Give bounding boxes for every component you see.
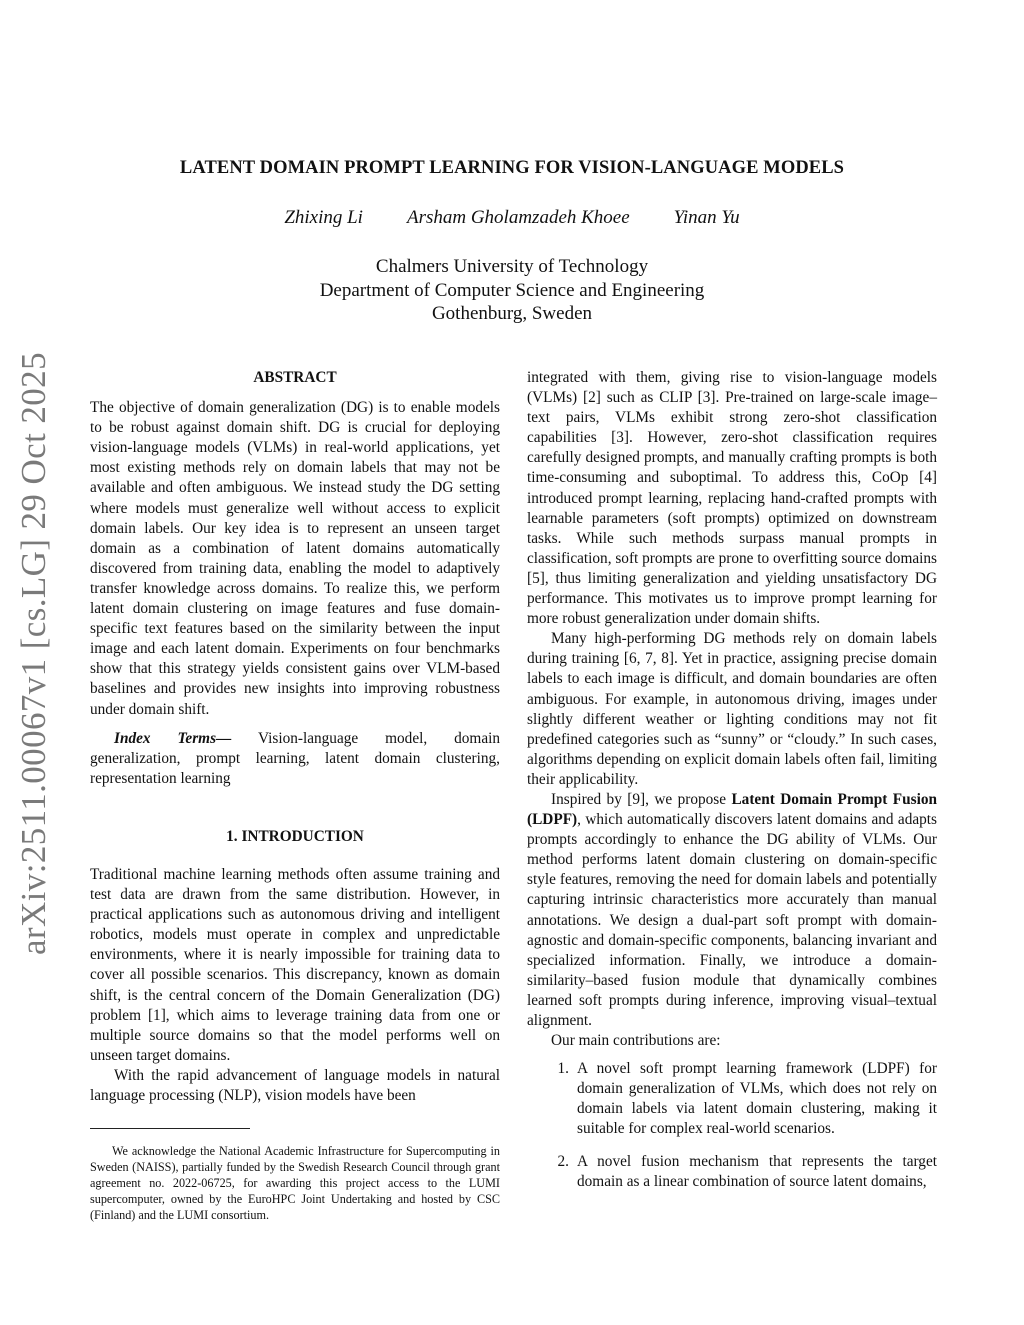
intro-paragraph-ldpf <box>527 790 937 1031</box>
intro-paragraph-1: Traditional machine learning methods often assume training and test data are drawn from the same distribution. However, in practical applications such as autonomous driving and intelligent robotics, models must operate in complex and unpredictable environments, where it is nearly impossible for training data to cover all possible scenarios. This discrepancy, known as domain shift, is the central concern of the Domain Generalization (DG) problem [1], which aims to leverage training data from one or multiple source domains so that the model performs well on unseen target domains. <box>90 865 500 1064</box>
intro-paragraph-continued: integrated with them, giving rise to vision-language models (VLMs) [2] such as CLIP [3]. Pre-trained on large-scale image–text pairs, VLMs exhibit strong zero-shot classification capabilities [3]. However, zero-shot classification requires carefully designed prompts, and manually crafting prompts is both time-consuming and suboptimal. To address this, CoOp [4] introduced prompt learning, replacing hand-crafted prompts with learnable parameters (soft prompts) optimized on downstream tasks. While such methods surpass manual prompts in classification, soft prompts are prone to overfitting source domains [5], thus limiting generalization and yielding unsatisfactory DG performance. This motivates us to improve prompt learning for more robust generalization under domain shifts. <box>527 369 937 628</box>
author-name: Zhixing Li <box>284 207 363 228</box>
author-name: Arsham Gholamzadeh Khoee <box>406 207 630 228</box>
ldpf-text-end: , which automatically discovers latent domains and adapts prompts accordingly to enhance the DG ability of VLMs. Our method performs latent domain clustering on domain-specific style features, removing the need for domain labels and potentially capturing intrinsic characteristics more accurately than manual annotations. We design a dual-part soft prompt with domain-agnostic and domain-specific components, balancing invariant and specialized information. Finally, we introduce a domain-similarity–based fusion module that dynamically combines learned soft prompts during inference, improving visual–textual alignment. <box>527 811 937 1029</box>
intro-paragraph-2: With the rapid advancement of language models in natural language processing (NLP), vision models have been <box>90 1066 500 1104</box>
intro-paragraph-domain-labels: Many high-performing DG methods rely on domain labels during training [6, 7, 8]. Yet in practice, assigning precise domain labels to each image is difficult, and domain boundaries are often ambiguous. For example, in autonomous driving, images under slightly different weather or lighting conditions may not fit predefined categories such as “sunny” or “cloudy.” In such cases, algorithms depending on explicit domain labels often fail, limiting their applicability. <box>527 630 937 788</box>
index-terms-label: Index Terms— <box>114 729 232 747</box>
author-name: Yinan Yu <box>673 207 740 228</box>
right-column <box>527 368 937 1204</box>
list-item <box>527 1152 937 1192</box>
affiliation-line: Chalmers University of Technology <box>375 256 649 277</box>
contributions-intro: Our main contributions are: <box>551 1032 721 1050</box>
ldpf-method-name: Latent Domain Prompt Fusion (LDPF) <box>527 790 937 829</box>
affiliation-line: Department of Computer Science and Engineering <box>319 279 705 301</box>
list-item-number: 2. <box>557 1152 569 1170</box>
footnote-divider <box>90 1128 250 1129</box>
footnote-acknowledgement: We acknowledge the National Academic Infrastructure for Supercomputing in Sweden (NAISS), partially funded by the Swedish Research Council through grant agreement no. 2022-06725, for awarding this project access to the LUMI supercomputer, owned by the EuroHPC Joint Undertaking and hosted by CSC (Finland) and the LUMI consortium. <box>90 1144 500 1223</box>
left-column <box>90 368 500 1106</box>
index-terms-text: Vision-language model, domain generalization, prompt learning, latent domain clustering, representation learning <box>90 729 501 787</box>
arxiv-identifier: arXiv:2511.00067v1 [cs.LG] 29 Oct 2025 <box>14 352 53 955</box>
ldpf-text-start: Inspired by [9], we propose <box>551 790 732 808</box>
introduction-heading: 1. INTRODUCTION <box>226 827 364 845</box>
index-terms <box>90 729 500 789</box>
author-list <box>80 207 944 229</box>
contributions-list <box>527 1059 937 1192</box>
affiliation-line: Gothenburg, Sweden <box>431 303 593 324</box>
abstract-text: The objective of domain generalization (DG) is to enable models to be robust against domain shift. DG is crucial for deploying vision-language models (VLMs) in real-world applications, yet most existing methods rely on domain labels that may not be available and often ambiguous. We instead study the DG setting where models must generalize well without access to explicit domain labels. Our key idea is to represent an unseen target domain as a combination of latent domains automatically discovered from training data, enabling the model to adaptively transfer knowledge across domains. To realize this, we perform latent domain clustering on image features and fuse domain-specific text features based on the similarity between the input image and each latent domain. Experiments on four benchmarks show that this strategy yields consistent gains over VLM-based baselines and provides new insights into improving robustness under domain shift. <box>90 399 500 718</box>
list-item-text: A novel fusion mechanism that represents the target domain as a linear combination of source latent domains, <box>577 1152 937 1190</box>
list-item-number: 1. <box>557 1060 569 1078</box>
paper-title: LATENT DOMAIN PROMPT LEARNING FOR VISION-LANGUAGE MODELS <box>179 158 845 178</box>
abstract-heading: ABSTRACT <box>253 369 337 386</box>
affiliation-block <box>80 255 944 326</box>
list-item-text: A novel soft prompt learning framework (LDPF) for domain generalization of VLMs, which does not rely on domain labels via latent domain clustering, making it suitable for complex real-world scenarios. <box>577 1060 937 1138</box>
list-item <box>527 1059 937 1139</box>
